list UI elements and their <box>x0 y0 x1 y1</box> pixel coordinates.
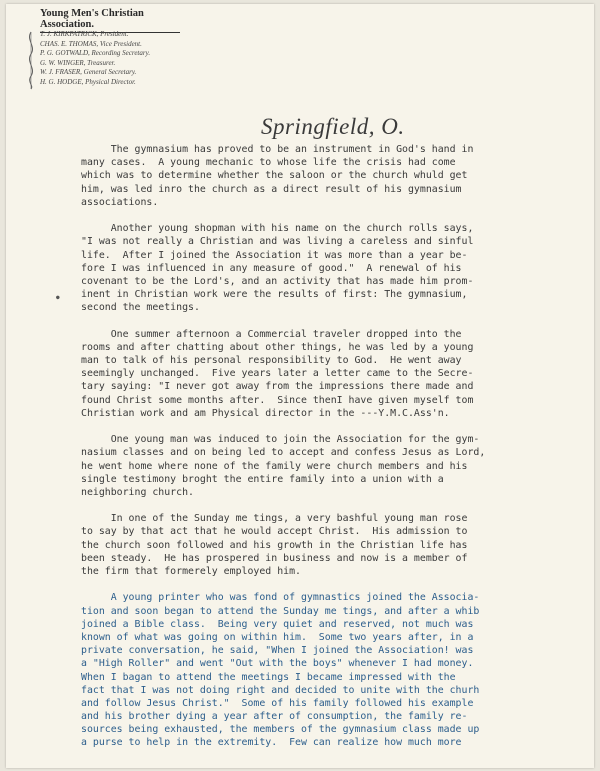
text-line: which was to determine whether the saloon or the church whuld get <box>81 170 468 182</box>
officer-line: P. G. GOTWALD, Recording Secretary. <box>40 49 151 58</box>
paragraph <box>81 433 556 499</box>
paragraph <box>81 222 556 314</box>
text-line: fore I was influenced in any measure of good." A renewal of his <box>81 262 462 274</box>
text-line: a "High Roller" and went "Out with the boys" whenever I had money. <box>81 658 474 670</box>
text-line: the church soon followed and his growth in the Christian life has <box>81 539 468 551</box>
text-line: "I was not really a Christian and was living a careless and sinful <box>81 236 474 248</box>
text-line: Another young shopman with his name on the church rolls says, <box>81 223 474 235</box>
officer-line: CHAS. E. THOMAS, Vice President. <box>40 39 142 48</box>
text-line: nasium classes and on being led to accept and confess Jesus as Lord, <box>81 447 486 459</box>
text-line: covenant to be the Lord's, and an activity that has made him prom- <box>81 275 474 287</box>
text-line: joined a Bible class. Being very quiet and reserved, not much was <box>81 618 474 630</box>
text-line: The gymnasium has proved to be an instrument in God's hand in <box>81 144 474 155</box>
place-heading: Springfield, O. <box>261 114 405 139</box>
text-line: sources being exhausted, the members of the gymnasium class made up <box>81 724 480 736</box>
text-line: private conversation, he said, "When I joined the Association! was <box>81 645 474 657</box>
text-line: Christian work and am Physical director in the ---Y.M.C.Ass'n. <box>81 407 450 419</box>
officers-list <box>40 30 150 88</box>
org-name: Young Men's Christian Association. <box>40 8 180 33</box>
text-line: When I bagan to attend the meetings I became impressed with the <box>81 671 456 683</box>
paragraph <box>81 512 556 578</box>
letter-page <box>6 4 594 768</box>
text-line: associations. <box>81 196 159 208</box>
text-line: him, was led inro the church as a direct result of his gymnasium <box>81 183 462 195</box>
text-line: and his brother dying a year after of consumption, the family re- <box>81 711 468 723</box>
text-line: A young printer who was fond of gymnastics joined the Associa- <box>81 592 480 604</box>
text-line: One summer afternoon a Commercial traveler dropped into the <box>81 328 462 340</box>
text-line: many cases. A young mechanic to whose life the crisis had come <box>81 157 456 169</box>
text-line: he went home where none of the family were church members and his <box>81 460 468 472</box>
letter-body <box>81 143 556 763</box>
paragraph <box>81 591 556 749</box>
text-line: found Christ some months after. Since thenI have given myself tom <box>81 394 474 406</box>
text-line: second the meetings. <box>81 302 200 314</box>
officer-line: H. G. HODGE, Physical Director. <box>40 77 136 86</box>
paragraph <box>81 328 556 420</box>
text-line: fact that I was not doing right and decided to unite with the churh <box>81 684 480 696</box>
text-line: tion and soon began to attend the Sunday me tings, and after a whib <box>81 605 480 617</box>
margin-mark: ● <box>56 294 60 301</box>
text-line: been steady. He has prospered in business and now is a member of <box>81 552 468 564</box>
text-line: inent in Christian work were the results of first: The gymnasium, <box>81 289 468 301</box>
paragraph <box>81 143 556 209</box>
text-line: the firm that formerely employed him. <box>81 566 301 577</box>
text-line: single testimony broght the entire family into a union with a <box>81 473 444 485</box>
text-line: In one of the Sunday me tings, a very bashful young man rose <box>81 513 468 525</box>
text-line: known of what was going on within him. Some two years after, in a <box>81 631 474 643</box>
text-line: life. After I joined the Association it was more than a year be- <box>81 249 468 261</box>
text-line: a purse to help in the extremity. Few can realize how much more <box>81 737 462 749</box>
text-line: tary saying: "I never got away from the impressions there made and <box>81 381 474 393</box>
officer-line: T. J. KIRKPATRICK, President. <box>40 30 129 38</box>
text-line: to say by that act that he would accept Christ. His admission to <box>81 526 468 538</box>
text-line: One young man was induced to join the Association for the gym- <box>81 434 480 446</box>
ymca-emblem-icon <box>24 30 38 90</box>
text-line: rooms and after chatting about other things, he was led by a young <box>81 341 474 353</box>
officer-line: W. J. FRASER, General Secretary. <box>40 68 137 77</box>
text-line: and follow Jesus Christ." Some of his family followed his example <box>81 697 474 709</box>
text-line: seemingly unchanged. Five years later a letter came to the Secre- <box>81 368 474 380</box>
text-line: neighboring church. <box>81 486 194 498</box>
officer-line: G. W. WINGER, Treasurer. <box>40 58 116 67</box>
text-line: man to talk of his personal responsibility to God. He went away <box>81 355 462 366</box>
